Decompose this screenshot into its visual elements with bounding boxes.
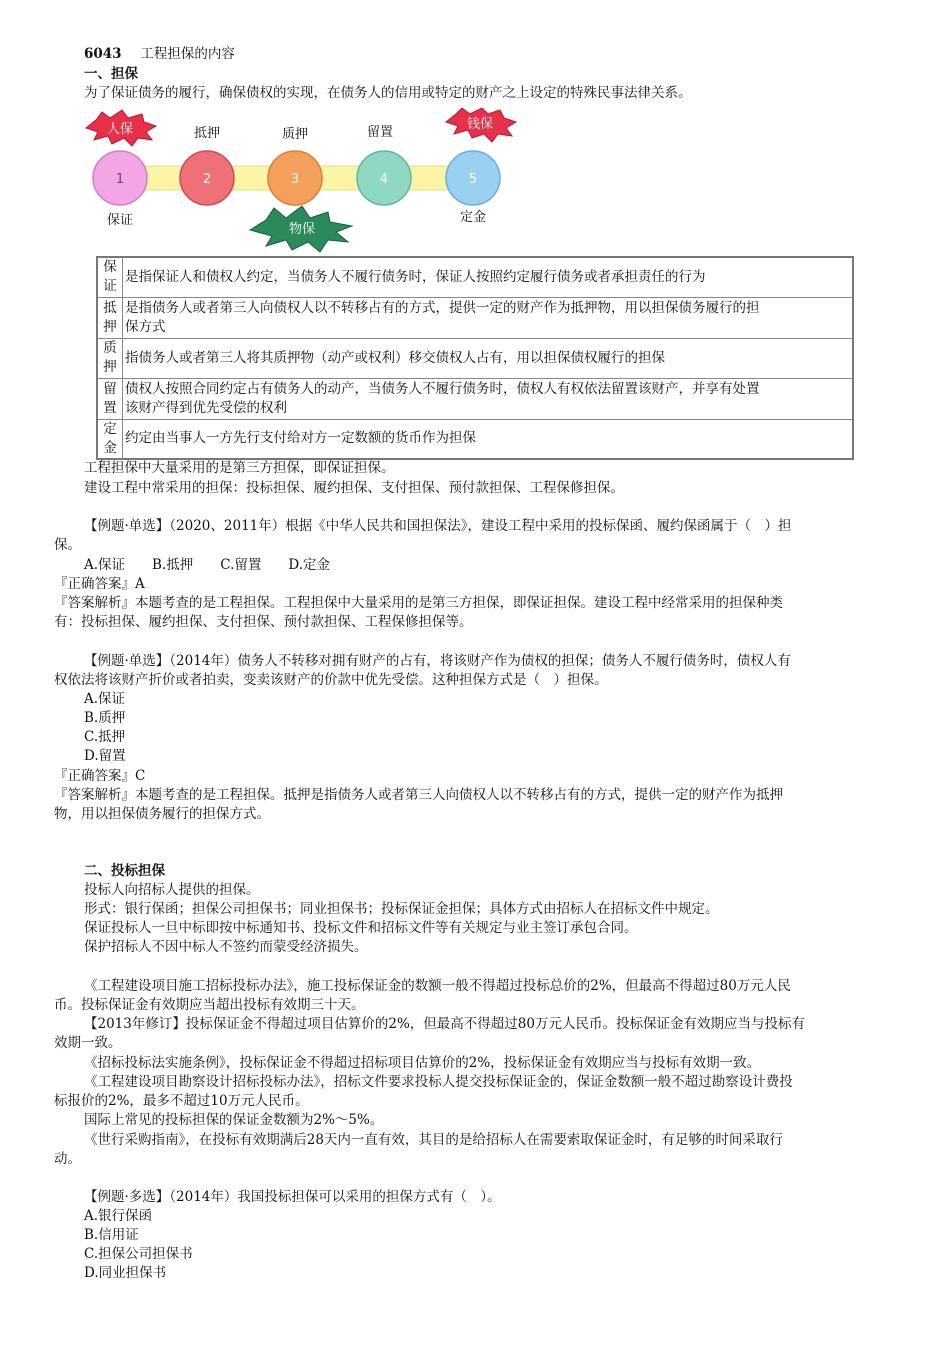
definitions-table: [96, 256, 854, 460]
circle-4-num: 4: [379, 172, 389, 187]
q2-option-c: C.抵押: [84, 729, 126, 745]
para-worldbank: 《世行采购指南》，在投标有效期满后28天内一直有效，其目的是给招标人在需要索取保证金时，有足够的时间采取行: [84, 1132, 783, 1148]
section2-heading: 二、投标担保: [84, 863, 165, 879]
q3-stem: 【例题·多选】（2014年）我国投标担保可以采用的担保方式有（ ）。: [84, 1189, 501, 1205]
term-cell: 抵押: [97, 297, 123, 338]
para-regulation: 《招标投标法实施条例》，投标保证金不得超过招标项目估算价的2%，投标保证金有效期应当与投标有效期一致。: [84, 1055, 761, 1071]
guarantee-diagram: [80, 108, 520, 254]
diagram-svg: [80, 108, 520, 254]
q3-option-a: A.银行保函: [84, 1208, 153, 1224]
q2-option-d: D.留置: [84, 748, 126, 764]
para-international: 国际上常见的投标担保的保证金数额为2%～5%。: [84, 1112, 384, 1128]
table-row: [97, 419, 853, 459]
desc-cell: 是指保证人和债权人约定，当债务人不履行债务时，保证人按照约定履行债务或者承担责任的行为: [123, 257, 854, 297]
circle-2: [180, 151, 234, 205]
desc-cell: [123, 378, 854, 419]
star-qianbao: [446, 108, 516, 142]
label-baozheng: 保证: [106, 213, 134, 228]
circle-1-num: 1: [115, 172, 125, 187]
q2-option-b: B.质押: [84, 710, 126, 726]
label-diya: 抵押: [193, 126, 221, 141]
circle-3-num: 3: [290, 172, 300, 187]
section1-heading: 一、担保: [84, 66, 138, 82]
q1-analysis-cont: 有：投标担保、履约担保、支付担保、预付款担保、工程保修担保等。: [54, 614, 473, 630]
star-renbao: [86, 110, 156, 146]
q3-option-d: D.同业担保书: [84, 1265, 167, 1281]
q2-stem-cont: 权依法将该财产折价或者拍卖，变卖该财产的价款中优先受偿。这种担保方式是（ ）担保。: [54, 672, 608, 688]
desc-cell: 指债务人或者第三人将其质押物（动产或权利）移交债权人占有，用以担保债权履行的担保: [123, 338, 854, 378]
section1-intro: 为了保证债务的履行，确保债权的实现，在债务人的信用或特定的财产之上设定的特殊民事法律关系。: [84, 85, 692, 101]
term-cell: 质押: [97, 338, 123, 378]
q2-analysis-cont: 物，用以担保债务履行的担保方式。: [54, 806, 270, 822]
q1-stem: 【例题·单选】（2020、2011年）根据《中华人民共和国担保法》，建设工程中采用的投标保函、履约保函属于（ ）担: [84, 518, 792, 534]
q1-analysis: 『答案解析』本题考查的是工程担保。工程担保中大量采用的是第三方担保，即保证担保。建设工程中经常采用的担保种类: [54, 595, 783, 611]
desc-cell: [123, 297, 854, 338]
star-qianbao-label: 钱保: [466, 117, 494, 132]
label-dingjin: 定金: [459, 210, 487, 225]
circle-1: [93, 151, 147, 205]
section2-line: 形式：银行保函；担保公司担保书；同业担保书；投标保证金担保；具体方式由招标人在招标文件中规定。: [84, 901, 719, 917]
circle-2-num: 2: [202, 172, 212, 187]
circle-3: [268, 151, 322, 205]
para-worldbank-cont: 动。: [54, 1151, 81, 1167]
desc-line: 该财产得到优先受偿的权利: [125, 399, 287, 416]
title-text: 工程担保的内容: [140, 46, 235, 62]
desc-line: 债权人按照合同约定占有债务人的动产，当债务人不履行债务时，债权人有权依法留置该财产，并享有处置: [125, 380, 760, 397]
circle-5: [446, 151, 500, 205]
note-line: 建设工程中常采用的担保：投标担保、履约担保、支付担保、预付款担保、工程保修担保。: [84, 480, 624, 496]
para-survey: 《工程建设项目勘察设计招标投标办法》，招标文件要求投标人提交投标保证金的，保证金数额一般不超过勘察设计费投: [84, 1074, 793, 1090]
q2-option-a: A.保证: [84, 691, 126, 707]
para-2013-cont: 效期一致。: [54, 1035, 122, 1051]
label-liuzhi: 留置: [366, 125, 394, 140]
label-zhiya: 质押: [281, 127, 309, 142]
circle-4: [357, 151, 411, 205]
q1-answer: 『正确答案』A: [54, 576, 145, 592]
desc-line: 保方式: [125, 318, 166, 335]
table-row: [97, 297, 853, 338]
para-construction: 《工程建设项目施工招标投标办法》，施工投标保证金的数额一般不得超过投标总价的2%，但最高不得超过80万元人民: [84, 978, 791, 994]
table-row: [97, 338, 853, 378]
q2-analysis: 『答案解析』本题考查的是工程担保。抵押是指债务人或者第三人向债权人以不转移占有的方式，提供一定的财产作为抵押: [54, 787, 783, 803]
table-row: [97, 257, 853, 297]
table-row: [97, 378, 853, 419]
term-cell: 保证: [97, 257, 123, 297]
term-cell: 留置: [97, 378, 123, 419]
note-line: 工程担保中大量采用的是第三方担保，即保证担保。: [84, 460, 395, 476]
para-survey-cont: 标报价的2%，最多不超过10万元人民币。: [54, 1093, 309, 1109]
q3-option-b: B.信用证: [84, 1227, 139, 1243]
q3-option-c: C.担保公司担保书: [84, 1246, 193, 1262]
star-wubao: [250, 206, 352, 252]
para-2013: 【2013年修订】投标保证金不得超过项目估算价的2%，但最高不得超过80万元人民币。投标保证金有效期应当与投标有: [84, 1016, 805, 1032]
term-cell: 定金: [97, 419, 123, 459]
doc-title: [84, 45, 235, 64]
star-wubao-label: 物保: [288, 222, 316, 237]
circle-5-num: 5: [468, 172, 478, 187]
q1-stem-cont: 保。: [54, 537, 81, 553]
star-renbao-label: 人保: [106, 122, 134, 137]
desc-line: 是指债务人或者第三人向债权人以不转移占有的方式，提供一定的财产作为抵押物，用以担保债务履行的担: [125, 299, 760, 316]
q1-options: A.保证 B.抵押 C.留置 D.定金: [84, 557, 331, 573]
section2-line: 投标人向招标人提供的担保。: [84, 882, 260, 898]
title-code: 6043: [84, 46, 122, 62]
q2-answer: 『正确答案』C: [54, 768, 146, 784]
para-construction-cont: 币。投标保证金有效期应当超出投标有效期三十天。: [54, 997, 365, 1013]
q2-stem: 【例题·单选】（2014年）债务人不转移对拥有财产的占有，将该财产作为债权的担保；债务人不履行债务时，债权人有: [84, 653, 791, 669]
section2-line: 保护招标人不因中标人不签约而蒙受经济损失。: [84, 939, 368, 955]
section2-line: 保证投标人一旦中标即按中标通知书、投标文件和招标文件等有关规定与业主签订承包合同。: [84, 920, 638, 936]
desc-cell: 约定由当事人一方先行支付给对方一定数额的货币作为担保: [123, 419, 854, 459]
